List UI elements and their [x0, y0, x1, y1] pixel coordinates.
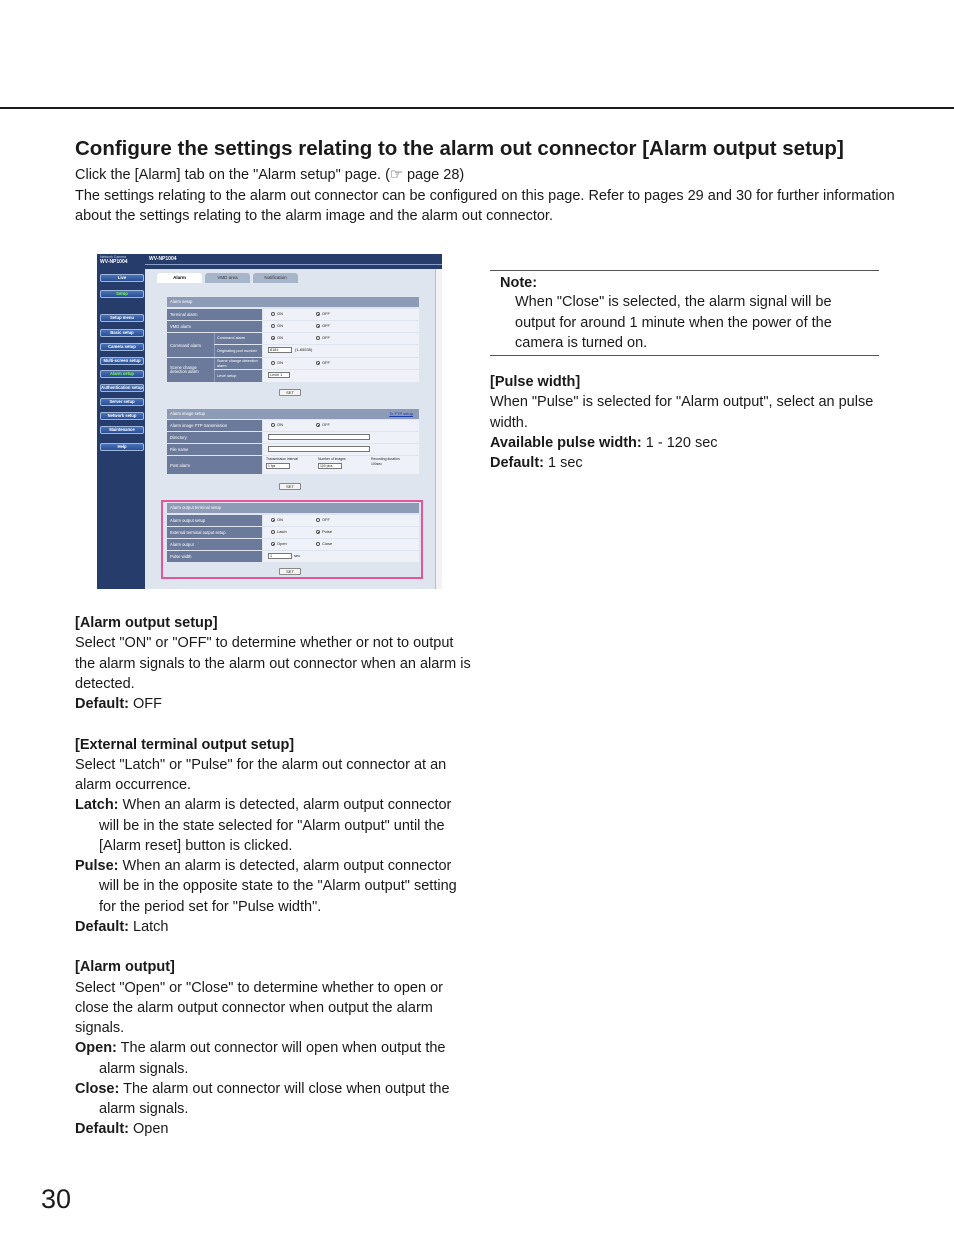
latch-text: When an alarm is detected, alarm output connector will be in the state selected for "Alarm output" until the [Alarm reset] button is clicked. — [99, 797, 452, 854]
default-value: 1 sec — [543, 455, 583, 472]
terminal-alarm-off-radio[interactable] — [316, 312, 320, 316]
available-value: 1 - 120 sec — [641, 434, 718, 451]
note-title: Note: — [500, 275, 538, 291]
open-description — [75, 1038, 475, 1079]
tab-alarm[interactable]: Alarm — [157, 273, 202, 283]
pulse-width-label: Pulse width — [167, 551, 262, 562]
brand-logo: WV-NP1004 — [100, 259, 128, 265]
port-number-input[interactable]: 8181 — [268, 347, 292, 353]
command-alarm-sub-label: Command alarm — [214, 333, 262, 344]
post-alarm-row — [167, 456, 419, 474]
brand-caption: Network Camera — [100, 255, 127, 259]
close-term: Close: — [75, 1080, 120, 1097]
ftp-row — [167, 420, 419, 431]
sidebar-network-setup-button[interactable]: Network setup — [100, 412, 144, 420]
header-rule — [0, 107, 954, 109]
pulse-term: Pulse: — [75, 858, 119, 874]
default-value: OFF — [128, 696, 163, 712]
directory-label: Directory — [167, 432, 262, 443]
interval-label: Transmission interval — [266, 457, 298, 461]
sidebar-camera-setup-button[interactable]: Camera setup — [100, 343, 144, 351]
tab-vmd-area[interactable]: VMD area — [205, 273, 250, 283]
on-label: ON — [277, 422, 283, 427]
off-label: OFF — [322, 517, 330, 522]
open-label: Open — [277, 541, 287, 546]
latch-label: Latch — [277, 529, 287, 534]
external-terminal-text: Select "Latch" or "Pulse" for the alarm out connector at an alarm occurrence. — [75, 756, 447, 793]
vmd-alarm-on-radio[interactable] — [271, 324, 275, 328]
scene-change-sub-label: Scene change detection alarm — [214, 358, 262, 369]
alarm-output-label: Alarm output — [167, 539, 262, 550]
external-terminal-default — [75, 917, 475, 937]
scene-change-off-radio[interactable] — [316, 361, 320, 365]
off-label: OFF — [322, 422, 330, 427]
sidebar-setup-menu-button[interactable]: Setup menu — [100, 314, 144, 322]
pulse-width-title: [Pulse width] — [490, 374, 581, 390]
alarm-output-default — [75, 1119, 475, 1139]
ftp-off-radio[interactable] — [316, 423, 320, 427]
on-label: ON — [277, 311, 283, 316]
spacer — [75, 937, 475, 957]
close-text: The alarm out connector will close when output the alarm signals. — [99, 1080, 450, 1117]
tab-notification[interactable]: Notification — [253, 273, 298, 283]
command-alarm-row — [167, 333, 419, 357]
off-label: OFF — [322, 335, 330, 340]
model-name: WV-NP1004 — [149, 256, 177, 262]
open-term: Open: — [75, 1040, 117, 1057]
external-terminal-label: External terminal output setup — [167, 527, 262, 538]
available-label: Available pulse width: — [490, 434, 642, 451]
sidebar-basic-setup-button[interactable]: Basic setup — [100, 329, 144, 337]
file-name-input[interactable] — [268, 446, 370, 452]
setup-screenshot — [97, 254, 442, 589]
sidebar-server-setup-button[interactable]: Server setup — [100, 398, 144, 406]
latch-term: Latch: — [75, 797, 119, 814]
note-text: When "Close" is selected, the alarm signal will be output for around 1 minute when the power of the camera is turned on. — [515, 294, 832, 351]
duration-value: 100sec — [371, 462, 382, 466]
close-label: Close — [322, 541, 333, 546]
directory-row — [167, 432, 419, 443]
default-value: Latch — [128, 918, 169, 935]
on-label: ON — [277, 517, 283, 522]
highlight-frame — [161, 500, 423, 579]
page-number: 30 — [41, 1184, 72, 1214]
alarm-setup-set-button[interactable]: SET — [279, 389, 301, 396]
default-label: Default: — [75, 918, 129, 935]
scene-change-on-radio[interactable] — [271, 361, 275, 365]
post-alarm-label: Post alarm — [167, 456, 262, 474]
port-range-text: (1-65535) — [295, 347, 313, 352]
command-alarm-label: Command alarm — [167, 333, 214, 357]
pulse-text: When an alarm is detected, alarm output connector will be in the opposite state to the "Alarm output" setting for the period set for "Pulse width". — [99, 858, 457, 915]
level-select[interactable]: Level 1 — [268, 372, 290, 378]
scene-change-row — [167, 358, 419, 382]
images-label: Number of images — [318, 457, 346, 461]
alarm-image-set-button[interactable]: SET — [279, 483, 301, 490]
pulse-width-section — [490, 372, 880, 473]
available-pulse-width — [490, 433, 880, 453]
pulse-width-input[interactable]: 1 — [268, 553, 292, 559]
alarm-output-setup-text: Select "ON" or "OFF" to determine whether or not to output the alarm signals to the alarm out connector when an alarm is detected. — [75, 635, 471, 692]
alarm-image-head — [167, 409, 419, 419]
originating-port-label: Originating port number — [214, 345, 262, 357]
images-select[interactable]: 100 pics — [318, 463, 342, 469]
latch-description — [75, 795, 475, 856]
alarm-output-setup-default — [75, 694, 475, 714]
command-alarm-off-radio[interactable] — [316, 336, 320, 340]
output-setup-label: Alarm output setup — [167, 515, 262, 526]
interval-select[interactable]: 1 fps — [266, 463, 290, 469]
alarm-output-text: Select "Open" or "Close" to determine whether to open or close the alarm output connector when output the alarm signals. — [75, 979, 443, 1036]
vmd-alarm-label: VMD alarm — [167, 321, 262, 332]
off-label: OFF — [322, 360, 330, 365]
alarm-output-head: Alarm output terminal setup — [167, 503, 419, 513]
command-alarm-on-radio[interactable] — [271, 336, 275, 340]
alarm-output-title: [Alarm output] — [75, 959, 175, 976]
intro-text — [75, 165, 895, 227]
sec-unit: sec — [294, 553, 301, 558]
ftp-on-radio[interactable] — [271, 423, 275, 427]
sidebar-help-button[interactable]: Help — [100, 443, 144, 451]
sidebar-multiscreen-setup-button[interactable]: Multi-screen setup — [100, 357, 144, 365]
to-ftp-setup-link[interactable]: To FTP setup — [389, 411, 413, 416]
sidebar-alarm-setup-button[interactable]: Alarm setup — [100, 370, 144, 378]
on-label: ON — [277, 360, 283, 365]
vmd-alarm-row — [167, 321, 419, 332]
alarm-output-set-button[interactable]: SET — [279, 568, 301, 575]
sidebar-setup-button[interactable]: Setup — [100, 290, 144, 298]
terminal-alarm-row — [167, 309, 419, 320]
spacer — [75, 714, 475, 734]
alarm-setup-head: Alarm setup — [167, 297, 419, 307]
file-name-row — [167, 444, 419, 455]
intro-line-2: The settings relating to the alarm out connector can be configured on this page. Refer to pages 29 and 30 for further information about the settings relating to the alarm image and the alarm out connector. — [75, 187, 895, 224]
scrollbar[interactable] — [435, 269, 442, 589]
pulse-label: Pulse — [322, 529, 333, 534]
default-label: Default: — [75, 1121, 129, 1138]
sidebar-maintenance-button[interactable]: Maintenance — [100, 426, 144, 434]
off-label: OFF — [322, 323, 330, 328]
scene-change-label: Scene change detection alarm — [167, 358, 214, 382]
description-column — [75, 613, 475, 1140]
default-value: Open — [128, 1121, 169, 1138]
default-label: Default: — [75, 696, 129, 712]
on-label: ON — [277, 323, 283, 328]
setup-topbar — [145, 254, 442, 269]
open-text: The alarm out connector will open when output the alarm signals. — [99, 1040, 446, 1077]
pulse-width-default — [490, 453, 880, 473]
note-box — [490, 270, 879, 356]
intro-line-1: Click the [Alarm] tab on the "Alarm setup" page. (☞ page 28) — [75, 167, 465, 183]
level-setup-label: Level setup — [214, 370, 262, 382]
alarm-output-setup-title: [Alarm output setup] — [75, 615, 218, 631]
topbar-line — [145, 264, 442, 265]
off-label: OFF — [322, 311, 330, 316]
pulse-description — [75, 856, 475, 917]
terminal-alarm-on-radio[interactable] — [271, 312, 275, 316]
vmd-alarm-off-radio[interactable] — [316, 324, 320, 328]
section-title: Configure the settings relating to the alarm out connector [Alarm output setup] — [75, 137, 844, 160]
sidebar-authentication-setup-button[interactable]: Authentication setup — [101, 385, 143, 390]
file-name-label: File name — [167, 444, 262, 455]
directory-input[interactable] — [268, 434, 370, 440]
setup-sidebar — [97, 254, 145, 589]
terminal-alarm-label: Terminal alarm — [167, 309, 262, 320]
pulse-width-text: When "Pulse" is selected for "Alarm output", select an pulse width. — [490, 394, 874, 431]
external-terminal-title: [External terminal output setup] — [75, 736, 295, 753]
sidebar-live-button[interactable]: Live — [100, 274, 144, 282]
on-label: ON — [277, 335, 283, 340]
ftp-label: Alarm image FTP transmission — [167, 420, 262, 431]
close-description — [75, 1079, 475, 1120]
alarm-image-head-text: Alarm image setup — [170, 411, 205, 416]
duration-label: Recording duration — [371, 457, 400, 461]
default-label: Default: — [490, 455, 544, 472]
